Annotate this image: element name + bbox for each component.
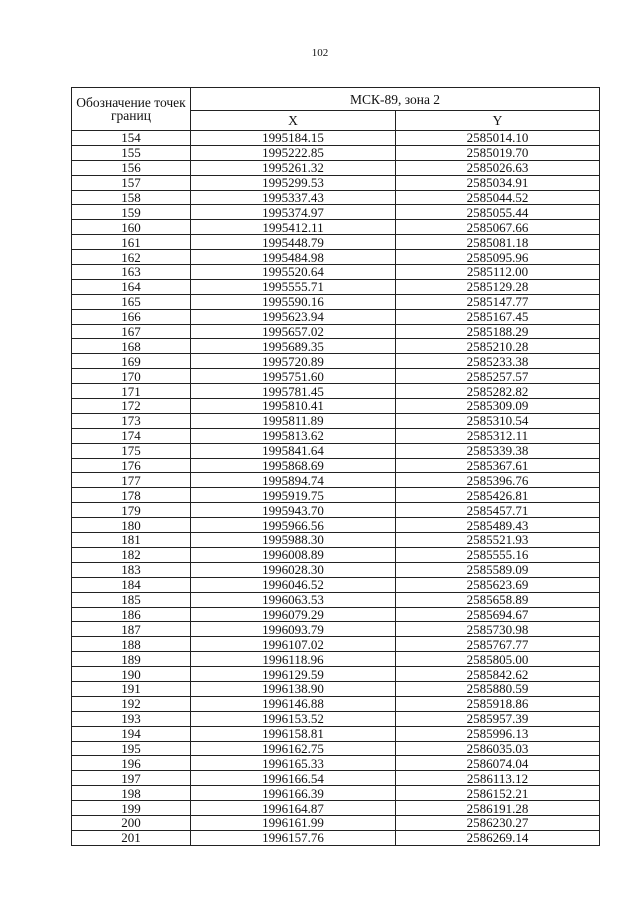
table-row	[72, 473, 600, 488]
x-coordinate-cell: 1996093.79	[191, 622, 396, 637]
x-coordinate-cell: 1996028.30	[191, 562, 396, 577]
point-cell: 201	[72, 830, 191, 845]
y-coordinate-cell: 2585367.61	[396, 458, 600, 473]
x-coordinate-cell: 1996107.02	[191, 637, 396, 652]
table-row	[72, 443, 600, 458]
table-row	[72, 637, 600, 652]
table-row	[72, 339, 600, 354]
x-coordinate-cell: 1996146.88	[191, 696, 396, 711]
x-column-header: X	[191, 111, 396, 131]
y-coordinate-cell: 2585805.00	[396, 652, 600, 667]
table-row	[72, 220, 600, 235]
point-cell: 161	[72, 235, 191, 250]
y-coordinate-cell: 2585095.96	[396, 250, 600, 265]
point-cell: 186	[72, 607, 191, 622]
y-coordinate-cell: 2585730.98	[396, 622, 600, 637]
y-coordinate-cell: 2585489.43	[396, 518, 600, 533]
point-cell: 158	[72, 190, 191, 205]
point-cell: 179	[72, 503, 191, 518]
table-row	[72, 369, 600, 384]
y-coordinate-cell: 2585188.29	[396, 324, 600, 339]
table-row	[72, 786, 600, 801]
table-row	[72, 145, 600, 160]
x-coordinate-cell: 1995811.89	[191, 413, 396, 428]
table-row	[72, 801, 600, 816]
y-coordinate-cell: 2586191.28	[396, 801, 600, 816]
x-coordinate-cell: 1995590.16	[191, 294, 396, 309]
y-column-header: Y	[396, 111, 600, 131]
page-number: 102	[311, 47, 329, 59]
x-coordinate-cell: 1995261.32	[191, 160, 396, 175]
point-cell: 168	[72, 339, 191, 354]
y-coordinate-cell: 2585081.18	[396, 235, 600, 250]
point-cell: 187	[72, 622, 191, 637]
x-coordinate-cell: 1996166.39	[191, 786, 396, 801]
table-row	[72, 324, 600, 339]
y-coordinate-cell: 2585019.70	[396, 145, 600, 160]
y-coordinate-cell: 2586152.21	[396, 786, 600, 801]
table-row	[72, 265, 600, 280]
x-coordinate-cell: 1995894.74	[191, 473, 396, 488]
point-cell: 165	[72, 294, 191, 309]
table-row	[72, 830, 600, 845]
table-row	[72, 488, 600, 503]
table-row	[72, 592, 600, 607]
x-coordinate-cell: 1995751.60	[191, 369, 396, 384]
x-coordinate-cell: 1995374.97	[191, 205, 396, 220]
point-cell: 192	[72, 696, 191, 711]
x-coordinate-cell: 1995555.71	[191, 279, 396, 294]
y-coordinate-cell: 2586074.04	[396, 756, 600, 771]
x-coordinate-cell: 1995943.70	[191, 503, 396, 518]
point-cell: 181	[72, 533, 191, 548]
point-cell: 177	[72, 473, 191, 488]
point-cell: 166	[72, 309, 191, 324]
table-row	[72, 399, 600, 414]
table-row	[72, 458, 600, 473]
coordinates-table	[71, 87, 600, 846]
point-cell: 169	[72, 354, 191, 369]
table-row	[72, 205, 600, 220]
y-coordinate-cell: 2585555.16	[396, 547, 600, 562]
y-coordinate-cell: 2585282.82	[396, 384, 600, 399]
table-row	[72, 131, 600, 146]
x-coordinate-cell: 1996162.75	[191, 741, 396, 756]
point-cell: 184	[72, 577, 191, 592]
point-column-header: Обозначение точек границ	[72, 88, 191, 131]
point-cell: 178	[72, 488, 191, 503]
x-coordinate-cell: 1995657.02	[191, 324, 396, 339]
x-coordinate-cell: 1996164.87	[191, 801, 396, 816]
y-coordinate-cell: 2586113.12	[396, 771, 600, 786]
y-coordinate-cell: 2586230.27	[396, 815, 600, 830]
point-cell: 171	[72, 384, 191, 399]
x-coordinate-cell: 1996161.99	[191, 815, 396, 830]
table-row	[72, 279, 600, 294]
y-coordinate-cell: 2585129.28	[396, 279, 600, 294]
point-cell: 188	[72, 637, 191, 652]
x-coordinate-cell: 1996063.53	[191, 592, 396, 607]
x-coordinate-cell: 1995689.35	[191, 339, 396, 354]
y-coordinate-cell: 2585957.39	[396, 711, 600, 726]
point-cell: 193	[72, 711, 191, 726]
point-cell: 191	[72, 681, 191, 696]
x-coordinate-cell: 1995841.64	[191, 443, 396, 458]
point-cell: 195	[72, 741, 191, 756]
y-coordinate-cell: 2585055.44	[396, 205, 600, 220]
point-cell: 162	[72, 250, 191, 265]
y-coordinate-cell: 2585623.69	[396, 577, 600, 592]
table-row	[72, 562, 600, 577]
y-coordinate-cell: 2585044.52	[396, 190, 600, 205]
table-header-row	[72, 88, 600, 111]
x-coordinate-cell: 1995781.45	[191, 384, 396, 399]
point-cell: 190	[72, 667, 191, 682]
y-coordinate-cell: 2585233.38	[396, 354, 600, 369]
y-coordinate-cell: 2585026.63	[396, 160, 600, 175]
point-cell: 154	[72, 131, 191, 146]
x-coordinate-cell: 1995720.89	[191, 354, 396, 369]
table-row	[72, 741, 600, 756]
table-row	[72, 160, 600, 175]
table-row	[72, 250, 600, 265]
point-cell: 189	[72, 652, 191, 667]
x-coordinate-cell: 1995448.79	[191, 235, 396, 250]
y-coordinate-cell: 2586269.14	[396, 830, 600, 845]
point-cell: 183	[72, 562, 191, 577]
point-cell: 164	[72, 279, 191, 294]
x-coordinate-cell: 1995868.69	[191, 458, 396, 473]
table-row	[72, 175, 600, 190]
table-row	[72, 652, 600, 667]
y-coordinate-cell: 2585521.93	[396, 533, 600, 548]
y-coordinate-cell: 2585880.59	[396, 681, 600, 696]
x-coordinate-cell: 1995810.41	[191, 399, 396, 414]
y-coordinate-cell: 2585112.00	[396, 265, 600, 280]
y-coordinate-cell: 2585310.54	[396, 413, 600, 428]
table-row	[72, 726, 600, 741]
table-row	[72, 518, 600, 533]
point-cell: 196	[72, 756, 191, 771]
table-row	[72, 756, 600, 771]
table-row	[72, 696, 600, 711]
x-coordinate-cell: 1995337.43	[191, 190, 396, 205]
table-row	[72, 607, 600, 622]
y-coordinate-cell: 2585309.09	[396, 399, 600, 414]
y-coordinate-cell: 2585210.28	[396, 339, 600, 354]
point-cell: 173	[72, 413, 191, 428]
y-coordinate-cell: 2585396.76	[396, 473, 600, 488]
point-cell: 156	[72, 160, 191, 175]
y-coordinate-cell: 2585426.81	[396, 488, 600, 503]
point-cell: 157	[72, 175, 191, 190]
x-coordinate-cell: 1996129.59	[191, 667, 396, 682]
table-row	[72, 294, 600, 309]
point-cell: 197	[72, 771, 191, 786]
x-coordinate-cell: 1995813.62	[191, 428, 396, 443]
point-cell: 175	[72, 443, 191, 458]
table-row	[72, 503, 600, 518]
x-coordinate-cell: 1996153.52	[191, 711, 396, 726]
x-coordinate-cell: 1995988.30	[191, 533, 396, 548]
x-coordinate-cell: 1996158.81	[191, 726, 396, 741]
x-coordinate-cell: 1995966.56	[191, 518, 396, 533]
y-coordinate-cell: 2585918.86	[396, 696, 600, 711]
y-coordinate-cell: 2585167.45	[396, 309, 600, 324]
y-coordinate-cell: 2585014.10	[396, 131, 600, 146]
table-row	[72, 667, 600, 682]
y-coordinate-cell: 2585034.91	[396, 175, 600, 190]
x-coordinate-cell: 1996138.90	[191, 681, 396, 696]
point-cell: 194	[72, 726, 191, 741]
x-coordinate-cell: 1996166.54	[191, 771, 396, 786]
table-row	[72, 577, 600, 592]
table-row	[72, 428, 600, 443]
x-coordinate-cell: 1996008.89	[191, 547, 396, 562]
point-cell: 170	[72, 369, 191, 384]
x-coordinate-cell: 1995184.15	[191, 131, 396, 146]
table-row	[72, 711, 600, 726]
table-row	[72, 771, 600, 786]
x-coordinate-cell: 1995484.98	[191, 250, 396, 265]
x-coordinate-cell: 1996165.33	[191, 756, 396, 771]
x-coordinate-cell: 1996157.76	[191, 830, 396, 845]
y-coordinate-cell: 2585457.71	[396, 503, 600, 518]
y-coordinate-cell: 2585694.67	[396, 607, 600, 622]
y-coordinate-cell: 2585067.66	[396, 220, 600, 235]
x-coordinate-cell: 1996079.29	[191, 607, 396, 622]
y-coordinate-cell: 2585312.11	[396, 428, 600, 443]
table-row	[72, 547, 600, 562]
y-coordinate-cell: 2585147.77	[396, 294, 600, 309]
y-coordinate-cell: 2585996.13	[396, 726, 600, 741]
coordinate-system-header: МСК-89, зона 2	[191, 88, 600, 111]
table-body	[72, 131, 600, 846]
y-coordinate-cell: 2585257.57	[396, 369, 600, 384]
point-cell: 163	[72, 265, 191, 280]
point-cell: 159	[72, 205, 191, 220]
point-cell: 172	[72, 399, 191, 414]
table-row	[72, 815, 600, 830]
point-cell: 155	[72, 145, 191, 160]
table-row	[72, 354, 600, 369]
table-row	[72, 309, 600, 324]
table-row	[72, 681, 600, 696]
y-coordinate-cell: 2585339.38	[396, 443, 600, 458]
x-coordinate-cell: 1995520.64	[191, 265, 396, 280]
point-cell: 198	[72, 786, 191, 801]
point-cell: 176	[72, 458, 191, 473]
x-coordinate-cell: 1995299.53	[191, 175, 396, 190]
point-cell: 199	[72, 801, 191, 816]
x-coordinate-cell: 1995623.94	[191, 309, 396, 324]
point-cell: 160	[72, 220, 191, 235]
x-coordinate-cell: 1995412.11	[191, 220, 396, 235]
x-coordinate-cell: 1995919.75	[191, 488, 396, 503]
y-coordinate-cell: 2585658.89	[396, 592, 600, 607]
table-row	[72, 533, 600, 548]
y-coordinate-cell: 2586035.03	[396, 741, 600, 756]
table-row	[72, 190, 600, 205]
y-coordinate-cell: 2585842.62	[396, 667, 600, 682]
table-row	[72, 235, 600, 250]
x-coordinate-cell: 1995222.85	[191, 145, 396, 160]
table-row	[72, 622, 600, 637]
point-cell: 200	[72, 815, 191, 830]
point-cell: 185	[72, 592, 191, 607]
point-cell: 167	[72, 324, 191, 339]
table-row	[72, 413, 600, 428]
x-coordinate-cell: 1996046.52	[191, 577, 396, 592]
table-row	[72, 384, 600, 399]
point-cell: 174	[72, 428, 191, 443]
x-coordinate-cell: 1996118.96	[191, 652, 396, 667]
y-coordinate-cell: 2585589.09	[396, 562, 600, 577]
y-coordinate-cell: 2585767.77	[396, 637, 600, 652]
point-cell: 182	[72, 547, 191, 562]
point-cell: 180	[72, 518, 191, 533]
